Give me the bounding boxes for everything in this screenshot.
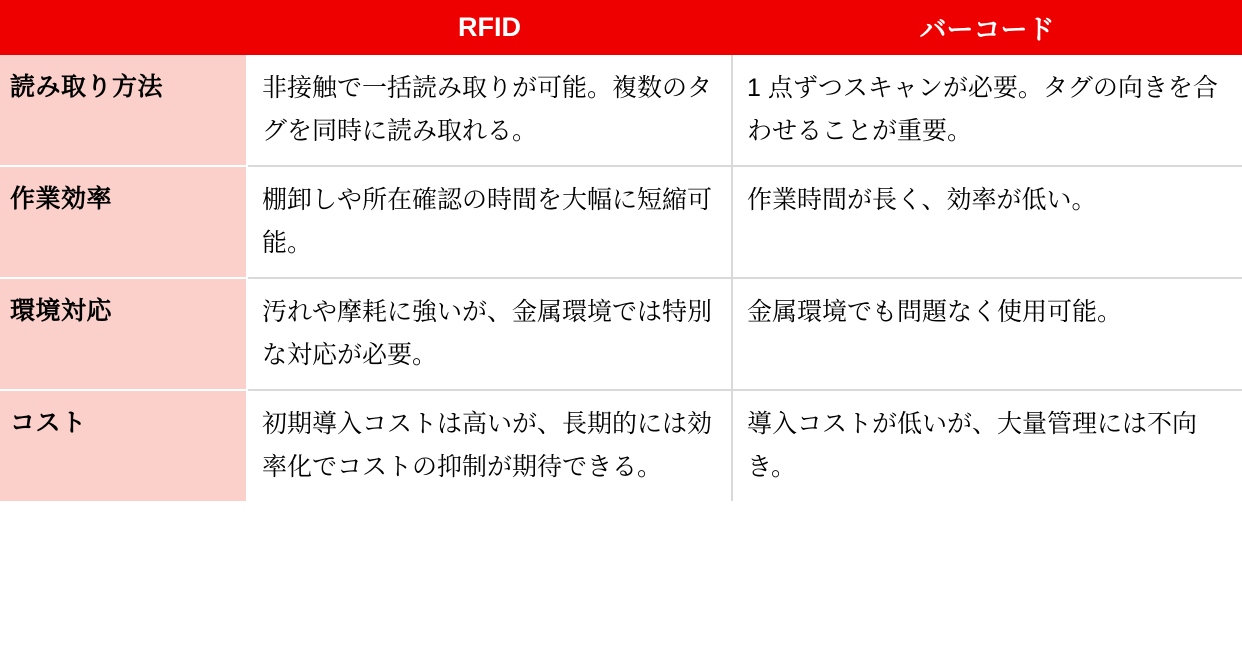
header-cell-barcode: バーコード [732, 0, 1242, 55]
row-label-environment: 環境対応 [0, 278, 247, 390]
table-row [0, 390, 1242, 501]
table-row [0, 166, 1242, 278]
cell-rfid-work-efficiency: 棚卸しや所在確認の時間を大幅に短縮可能。 [247, 166, 732, 278]
cell-barcode-reading-method: 1 点ずつスキャンが必要。タグの向きを合わせることが重要。 [732, 55, 1242, 166]
header-cell-label [0, 0, 247, 55]
row-label-work-efficiency: 作業効率 [0, 166, 247, 278]
header-cell-rfid: RFID [247, 0, 732, 55]
table-body [0, 55, 1242, 501]
table-row [0, 55, 1242, 166]
cell-rfid-reading-method: 非接触で一括読み取りが可能。複数のタグを同時に読み取れる。 [247, 55, 732, 166]
table-header-row [0, 0, 1242, 55]
cell-rfid-environment: 汚れや摩耗に強いが、金属環境では特別な対応が必要。 [247, 278, 732, 390]
table-row [0, 278, 1242, 390]
table-header [0, 0, 1242, 55]
row-label-reading-method: 読み取り方法 [0, 55, 247, 166]
cell-barcode-cost: 導入コストが低いが、大量管理には不向き。 [732, 390, 1242, 501]
row-label-cost: コスト [0, 390, 247, 501]
cell-barcode-environment: 金属環境でも問題なく使用可能。 [732, 278, 1242, 390]
cell-barcode-work-efficiency: 作業時間が長く、効率が低い。 [732, 166, 1242, 278]
cell-rfid-cost: 初期導入コストは高いが、長期的には効率化でコストの抑制が期待できる。 [247, 390, 732, 501]
